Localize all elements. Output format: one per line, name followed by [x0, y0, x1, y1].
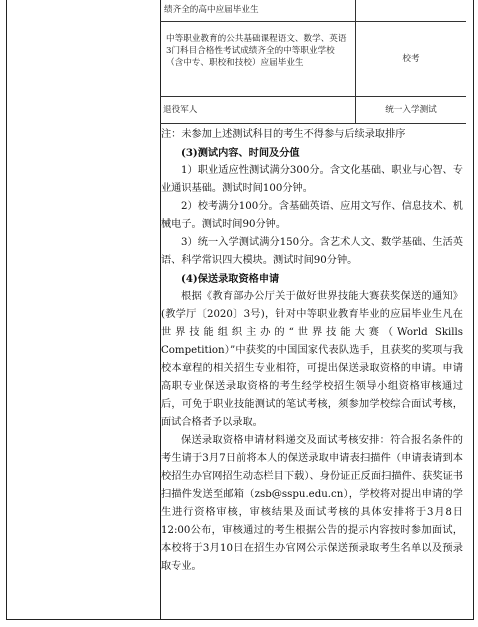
- heading-recommendation: (4)保送录取资格申请: [181, 273, 280, 285]
- school-exam-label: 校考: [402, 54, 420, 64]
- paragraph-skills-competition: 根据《教育部办公厅关于做好世界技能大赛获奖保送的通知》(教学厅〔2020〕3号)，针对中等职业教育毕业的应届毕业生凡在世界技能组织主办的“世界技能大赛（World Skills Competition）”中获奖的中国国家代表队选手，且获奖的奖项与我校本章程的相关招生专业相符，可提出保送录取资格的申请。申请高职专业保送录取资格的考生经学校招生领导小组资格审核通过后，可免于职业技能测试的笔试考核，须参加学校综合面试考核，面试合格者予以录取。: [161, 291, 463, 428]
- table-cell-vocational-graduates: 中等职业教育的公共基础课程语文、数学、英语3门科目合格性考试成绩齐全的中等职业学校（含中专、职校和技校）应届毕业生: [160, 22, 356, 97]
- heading-test-content: (3)测试内容、时间及分值: [181, 147, 300, 159]
- left-column: [7, 0, 161, 619]
- table-cell-school-exam: [356, 22, 466, 97]
- table-cell-high-school-graduates: 绩齐全的高中应届毕业生: [160, 0, 356, 22]
- unified-test-label: 统一入学测试: [385, 105, 437, 115]
- table-cell-veterans: 退役军人: [160, 97, 356, 124]
- paragraph-aptitude-test: 1）职业适应性测试满分300分。含文化基础、职业与心智、专业通识基础。测试时间100分钟。: [161, 165, 463, 194]
- note-line: 注：未参加上述测试科目的考生不得参与后续录取排序: [161, 129, 406, 140]
- admission-table: [160, 0, 466, 124]
- paragraph-application-arrangement: 保送录取资格申请材料递交及面试考核安排：符合报名条件的考生请于3月7日前将本人的保送录取申请表扫描件（申请表请到本校招生办官网招生动态栏目下载）、身份证正反面扫描件、获奖证书扫描件发送至邮箱（zsb@sspu.edu.cn），学校将对提出申请的学生进行资格审核，审核结果及面试考核的具体安排将于3月8日12:00公布，审核通过的考生根据公告的提示内容按时参加面试，本校将于3月10日在招生办官网公示保送预录取考生名单以及预录取专业。: [161, 435, 463, 572]
- table-cell-empty: [356, 0, 466, 22]
- paragraph-school-exam: 2）校考满分100分。含基础英语、应用文写作、信息技术、机械电子。测试时间90分钟。: [161, 201, 463, 230]
- body-text: [161, 126, 463, 576]
- table-cell-unified-test: [356, 97, 466, 124]
- paragraph-unified-test: 3）统一入学测试满分150分。含艺术人文、数学基础、生活英语、科学常识四大模块。测试时间90分钟。: [161, 237, 463, 266]
